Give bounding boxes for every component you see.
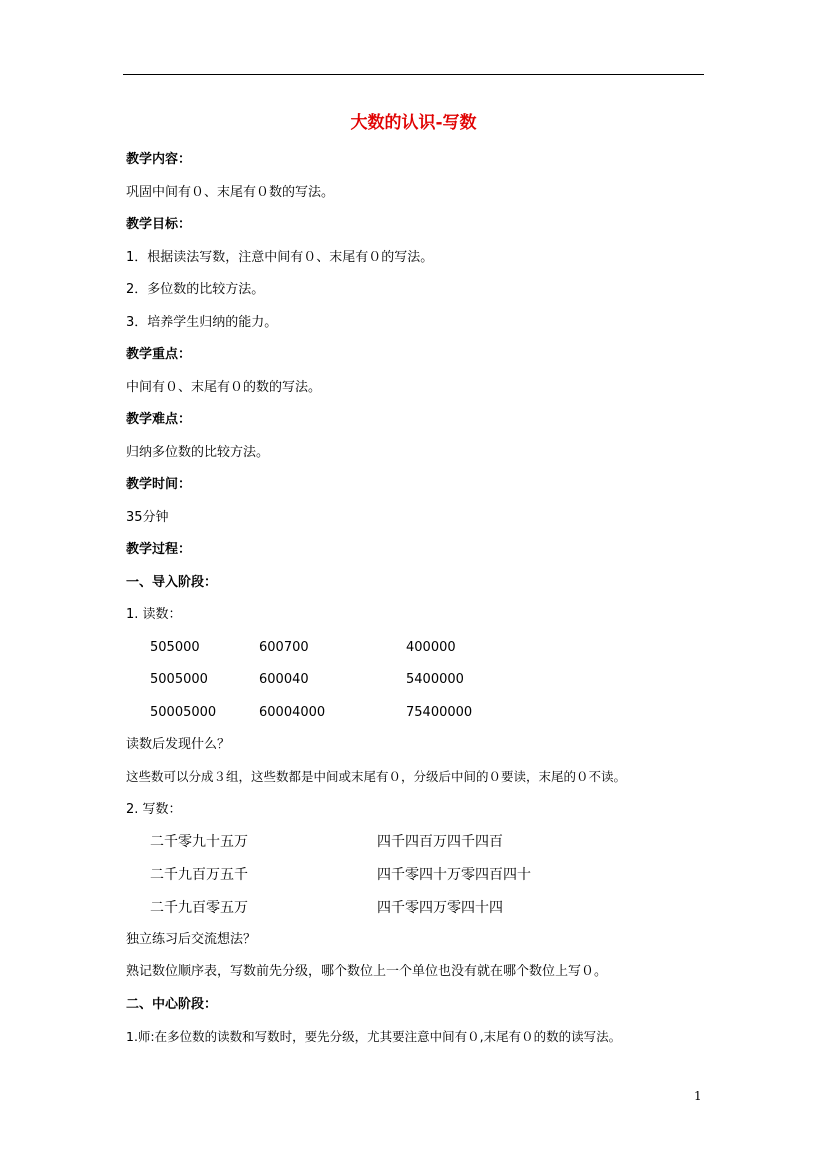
write-number: 四千四百万四千四百 xyxy=(377,834,503,850)
content-text: 巩固中间有０、末尾有０数的写法。 xyxy=(126,185,335,200)
read-number: 600700 xyxy=(259,640,309,655)
read-number: 5005000 xyxy=(150,672,208,687)
goal-item-3: 3．培养学生归纳的能力。 xyxy=(126,315,278,330)
write-answer: 熟记数位顺序表，写数前先分级，哪个数位上一个单位也没有就在哪个数位上写０。 xyxy=(126,964,608,979)
document-title: 大数的认识-写数 xyxy=(350,113,477,133)
read-number: 600040 xyxy=(259,672,309,687)
key-heading: 教学重点： xyxy=(126,347,192,362)
read-label: 1. 读数： xyxy=(126,607,182,622)
write-label: 2. 写数： xyxy=(126,802,182,817)
difficulty-text: 归纳多位数的比较方法。 xyxy=(126,445,270,460)
read-number: 75400000 xyxy=(406,705,473,720)
write-number: 二千九百零五万 xyxy=(150,900,248,916)
write-number: 二千零九十五万 xyxy=(150,834,248,850)
page-number: 1 xyxy=(694,1089,702,1103)
read-answer: 这些数可以分成３组，这些数都是中间或末尾有０，分级后中间的０要读，末尾的０不读。 xyxy=(126,769,627,784)
goals-heading: 教学目标： xyxy=(126,217,192,232)
goal-item-1: 1．根据读法写数，注意中间有０、末尾有０的写法。 xyxy=(126,250,434,265)
goal-item-2: 2．多位数的比较方法。 xyxy=(126,282,265,297)
write-number: 四千零四十万零四百四十 xyxy=(377,867,531,883)
process-heading: 教学过程： xyxy=(126,542,192,557)
key-text: 中间有０、末尾有０的数的写法。 xyxy=(126,380,322,395)
time-heading: 教学时间： xyxy=(126,477,192,492)
time-text: 35分钟 xyxy=(126,510,169,525)
stage2-item-1: 1.师:在多位数的读数和写数时，要先分级，尤其要注意中间有０,末尾有０的数的读写法。 xyxy=(126,1029,622,1044)
stage1-heading: 一、导入阶段： xyxy=(126,575,218,590)
read-number: 50005000 xyxy=(150,705,217,720)
read-number: 505000 xyxy=(150,640,200,655)
read-number: 5400000 xyxy=(406,672,464,687)
write-number: 二千九百万五千 xyxy=(150,867,248,883)
write-question: 独立练习后交流想法？ xyxy=(126,932,257,947)
read-number: 400000 xyxy=(406,640,456,655)
header-rule xyxy=(123,74,704,75)
read-question: 读数后发现什么？ xyxy=(126,737,231,752)
content-heading: 教学内容： xyxy=(126,152,192,167)
stage2-heading: 二、中心阶段： xyxy=(126,997,218,1012)
read-number: 60004000 xyxy=(259,705,326,720)
write-number: 四千零四万零四十四 xyxy=(377,900,503,916)
difficulty-heading: 教学难点： xyxy=(126,412,192,427)
